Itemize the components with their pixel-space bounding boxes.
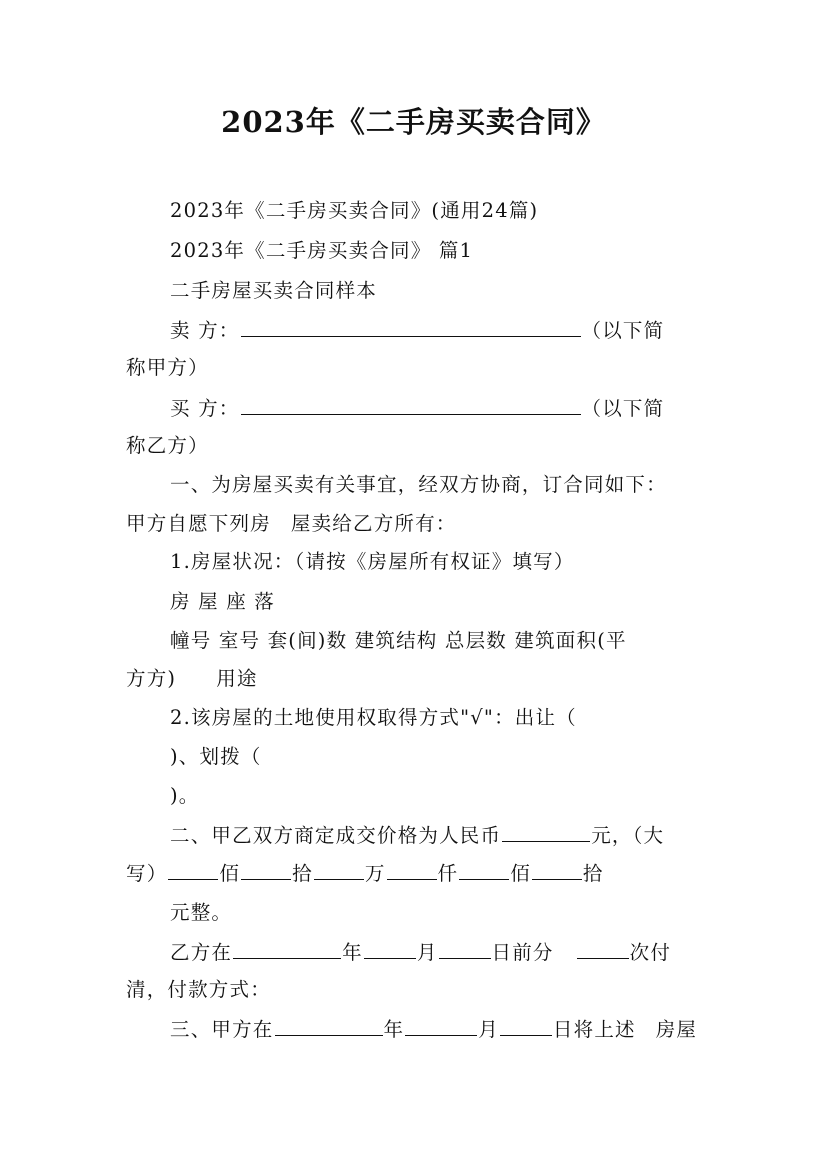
- price-blank[interactable]: [502, 822, 590, 842]
- clause-three-text: 三、甲方在: [170, 1018, 274, 1041]
- amount-blank[interactable]: [387, 860, 437, 880]
- seller-suffix: （以下简: [581, 319, 665, 342]
- clause-three-day: 日将上述: [552, 1018, 636, 1041]
- contract-sample-heading: 二手房屋买卖合同样本: [170, 279, 378, 302]
- amount-blank[interactable]: [532, 860, 582, 880]
- clause-one-cont-a: 甲方自愿下列房: [126, 512, 271, 535]
- clause-three-house: 房屋: [655, 1018, 698, 1041]
- amount-blank[interactable]: [314, 860, 364, 880]
- day-blank[interactable]: [439, 939, 491, 959]
- seller-line: [170, 317, 664, 344]
- clause-three-year: 年: [383, 1018, 405, 1041]
- clause-one-cont-b: 屋卖给乙方所有：: [290, 512, 457, 535]
- payment-day: 日前分: [491, 941, 554, 964]
- buyer-line: [170, 395, 664, 422]
- amount-unit: 拾: [582, 862, 604, 885]
- payment-year: 年: [342, 941, 363, 964]
- amount-unit: 佰: [219, 862, 241, 885]
- amount-blank[interactable]: [168, 860, 218, 880]
- clause-three: [170, 1016, 697, 1043]
- item-two-b: )、划拨（: [170, 745, 262, 768]
- buyer-line-cont: 称乙方）: [126, 434, 209, 457]
- amount-blank[interactable]: [241, 860, 291, 880]
- seller-label: 卖 方：: [170, 319, 240, 342]
- item-one-columns: 幢号 室号 套(间)数 建筑结构 总层数 建筑面积(平: [170, 629, 627, 652]
- year-blank[interactable]: [275, 1016, 383, 1036]
- item-two: 2.该房屋的土地使用权取得方式"√"：出让（: [170, 706, 577, 729]
- subtitle-line: 2023年《二手房买卖合同》(通用24篇): [170, 199, 539, 222]
- clause-two-text: 二、甲乙双方商定成交价格为人民币: [170, 824, 502, 847]
- columns-cont-a: 方方): [126, 667, 177, 690]
- amount-unit: 佰: [510, 862, 531, 885]
- section-heading: 2023年《二手房买卖合同》 篇1: [170, 239, 474, 262]
- amount-unit: 拾: [292, 862, 313, 885]
- amount-unit: 万: [364, 862, 386, 885]
- clause-two-end: 元整。: [170, 901, 233, 924]
- clause-one: 一、为房屋买卖有关事宜，经双方协商，订合同如下：: [170, 473, 667, 496]
- item-one: 1.房屋状况：（请按《房屋所有权证》填写）: [170, 550, 575, 573]
- clause-two: [170, 822, 664, 849]
- month-blank[interactable]: [364, 939, 416, 959]
- amount-blank[interactable]: [459, 860, 509, 880]
- columns-cont-b: 用途: [216, 667, 258, 690]
- clause-two-amount: [126, 860, 604, 887]
- item-one-columns-cont: [126, 666, 258, 692]
- month-blank[interactable]: [405, 1016, 477, 1036]
- amount-unit: 仟: [437, 862, 459, 885]
- item-two-c: )。: [170, 784, 200, 807]
- amount-label: 写）: [126, 862, 168, 885]
- clause-one-cont: [126, 511, 457, 537]
- clause-two-suffix: 元，（大: [591, 824, 665, 847]
- buyer-blank[interactable]: [241, 395, 581, 415]
- buyer-suffix: （以下简: [581, 397, 665, 420]
- year-blank[interactable]: [233, 939, 341, 959]
- payment-text: 乙方在: [170, 941, 233, 964]
- item-one-location: 房 屋 座 落: [170, 590, 275, 613]
- document-title: 2023年《二手房买卖合同》: [221, 105, 606, 139]
- payment-times: 次付: [629, 941, 672, 964]
- clause-three-month: 月: [478, 1018, 499, 1041]
- day-blank[interactable]: [500, 1016, 552, 1036]
- seller-line-cont: 称甲方）: [126, 356, 209, 379]
- payment-line: [170, 939, 671, 966]
- seller-blank[interactable]: [241, 317, 581, 337]
- payment-method-line: 清，付款方式：: [126, 978, 271, 1001]
- buyer-label: 买 方：: [170, 397, 240, 420]
- installments-blank[interactable]: [577, 939, 629, 959]
- payment-month: 月: [416, 941, 438, 964]
